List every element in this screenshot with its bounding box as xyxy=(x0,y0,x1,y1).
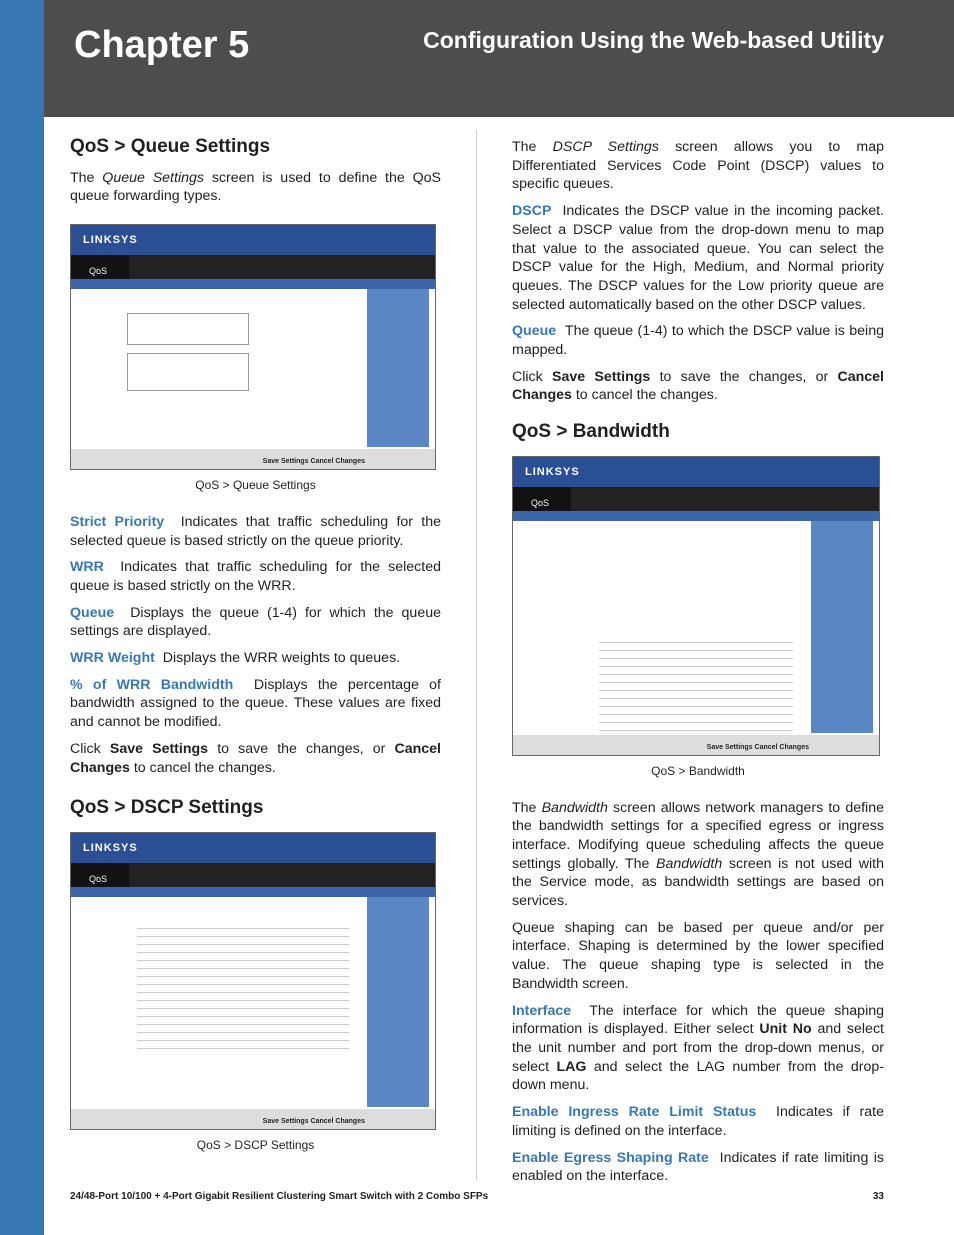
page-number: 33 xyxy=(872,1191,884,1202)
queue-click-save: Click Save Settings to save the changes, or Cancel Changes to cancel the changes. xyxy=(70,740,441,776)
wrr-desc: WRR Indicates that traffic scheduling for the selected queue is based strictly on the WRR. xyxy=(70,559,441,594)
header-title: Configuration Using the Web-based Utility xyxy=(423,27,884,53)
section-label: QoS xyxy=(89,873,108,884)
queue-caption: QoS > Queue Settings xyxy=(195,478,316,493)
egress-desc: Enable Egress Shaping Rate Indicates if rate limiting is enabled on the interface. xyxy=(512,1149,884,1185)
interface-desc: Interface The interface for which the queue shaping information is displayed. Either select Unit No and select the unit number and port from the drop-down menus, or select LAG and select the LAG number from the drop-down menu. xyxy=(512,1002,885,1094)
bandwidth-intro: The Bandwidth screen allows network managers to define the bandwidth settings for a specified egress or ingress interface. Modifying queue scheduling affects the queue settings globally. The Bandwidth screen is not used with the Service mode, as bandwidth settings are based on services. xyxy=(512,799,884,910)
section-label: QoS xyxy=(531,497,550,508)
section-label: QoS xyxy=(89,266,108,277)
linksys-logo: LINKSYS xyxy=(525,465,580,478)
linksys-logo: LINKSYS xyxy=(83,841,138,854)
dscp-click-save: Click Save Settings to save the changes, or Cancel Changes to cancel the changes. xyxy=(512,368,884,404)
dscp-settings-heading: QoS > DSCP Settings xyxy=(70,797,264,819)
save-cancel-text: Save Settings Cancel Changes xyxy=(262,1117,365,1125)
queue-desc: Queue Displays the queue (1-4) for which the queue settings are displayed. xyxy=(70,604,441,640)
right-column xyxy=(512,138,884,1194)
dscp-desc: DSCP Indicates the DSCP value in the incoming packet. Select a DSCP value from the drop-down menu to map that value to the associated queue. You can select the DSCP value for the High, Medium, and Normal priority queues. The DSCP values for the Low priority queue are selected automatically based on the other DSCP values. xyxy=(512,203,884,313)
wrr-bandwidth-desc: % of WRR Bandwidth Displays the percentage of bandwidth assigned to the queue. These values are fixed and cannot be modified. xyxy=(70,676,441,731)
footer-product: 24/48-Port 10/100 + 4-Port Gigabit Resilient Clustering Smart Switch with 2 Combo SFPs xyxy=(70,1191,489,1202)
dscp-settings-screenshot xyxy=(70,832,436,1130)
column-divider xyxy=(476,130,477,1180)
wrr-weight-desc: WRR Weight Displays the WRR weights to queues. xyxy=(70,650,401,667)
dscp-caption: QoS > DSCP Settings xyxy=(196,1137,315,1152)
bandwidth-caption: QoS > Bandwidth xyxy=(651,763,745,778)
chapter-title: Chapter 5 xyxy=(74,24,250,66)
dscp-queue-desc: Queue The queue (1-4) to which the DSCP value is being mapped. xyxy=(512,323,884,359)
queue-settings-screenshot xyxy=(70,224,436,470)
save-cancel-text: Save Settings Cancel Changes xyxy=(262,458,365,466)
save-cancel-text: Save Settings Cancel Changes xyxy=(706,743,809,751)
strict-priority-desc: Strict Priority Indicates that traffic scheduling for the selected queue is based strictly on the queue priority. xyxy=(70,513,441,549)
queue-intro: The Queue Settings screen is used to define the QoS queue forwarding types. xyxy=(70,169,441,205)
queue-settings-heading: QoS > Queue Settings xyxy=(70,136,271,157)
queue-shaping-paragraph: Queue shaping can be based per queue and/or per interface. Shaping is determined by the lower specified value. The queue shaping type is selected in the Bandwidth screen. xyxy=(512,919,884,992)
linksys-logo: LINKSYS xyxy=(83,234,138,247)
bandwidth-heading: QoS > Bandwidth xyxy=(512,421,670,443)
ingress-desc: Enable Ingress Rate Limit Status Indicates if rate limiting is defined on the interface. xyxy=(512,1104,884,1139)
sidebar-band xyxy=(0,0,44,1235)
left-column xyxy=(70,138,441,1173)
dscp-intro: The DSCP Settings screen allows you to map Differentiated Services Code Point (DSCP) values to specific queues. xyxy=(512,139,884,193)
bandwidth-screenshot xyxy=(512,456,880,756)
